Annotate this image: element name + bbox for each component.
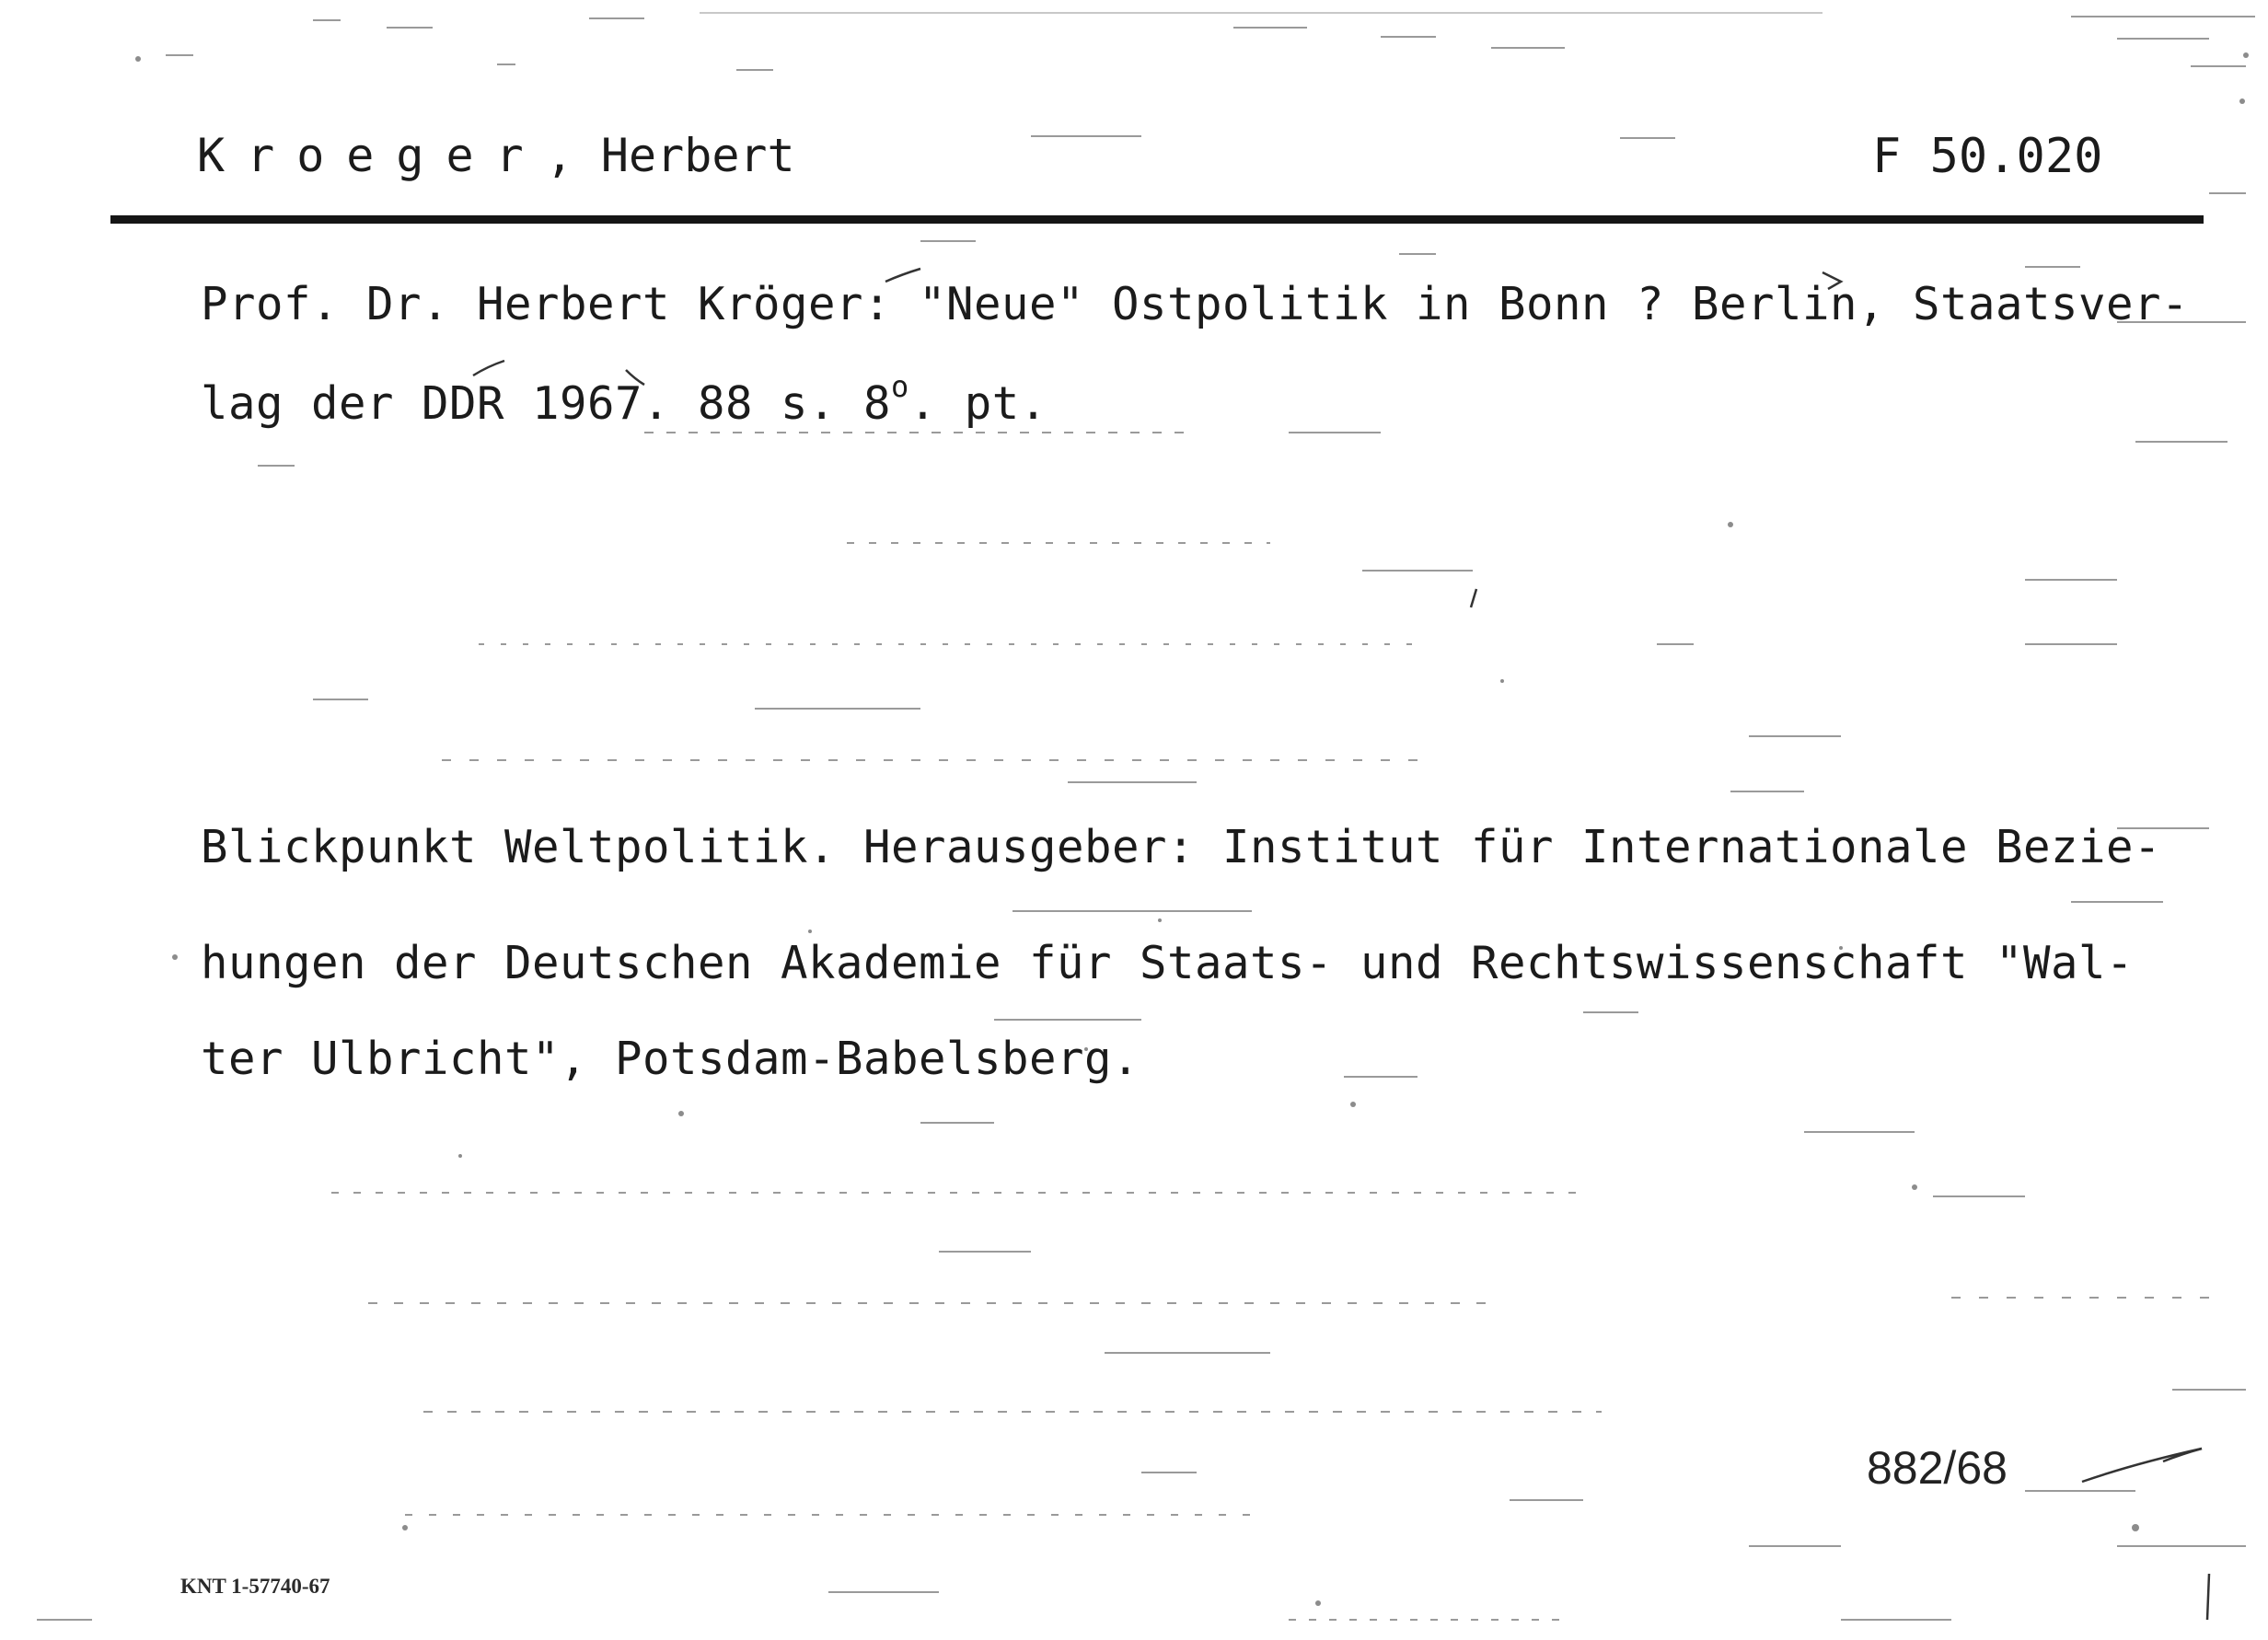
call-number: F 50.020 (1872, 129, 2103, 184)
entry-1-line-2 (201, 369, 1047, 430)
printer-mark: KNT 1-57740-67 (180, 1575, 330, 1598)
heading-rule (110, 215, 2204, 224)
format-superscript: o (891, 369, 909, 404)
heading-surname: Kroeger (197, 129, 546, 182)
entry-2-line-2: hungen der Deutschen Akademie für Staats- und Rechtswissenschaft "Wal- (201, 937, 2135, 989)
heading-given-name: , Herbert (545, 129, 795, 182)
entry-2-line-1: Blickpunkt Weltpolitik. Herausgeber: Institut für Internationale Bezie- (201, 821, 2162, 873)
accession-number: 882/68 (1867, 1442, 2008, 1494)
entry-1-line-1: Prof. Dr. Herbert Kröger: "Neue" Ostpolitik in Bonn ? Berlin, Staatsver- (201, 278, 2190, 330)
entry-2-line-3: ter Ulbricht", Potsdam-Babelsberg. (201, 1033, 1140, 1085)
entry-1-line-2-prefix: lag der DDR 1967. 88 s. 8 (201, 377, 892, 430)
heading-author-name (197, 129, 795, 182)
entry-1-line-2-suffix: . pt. (908, 377, 1047, 430)
